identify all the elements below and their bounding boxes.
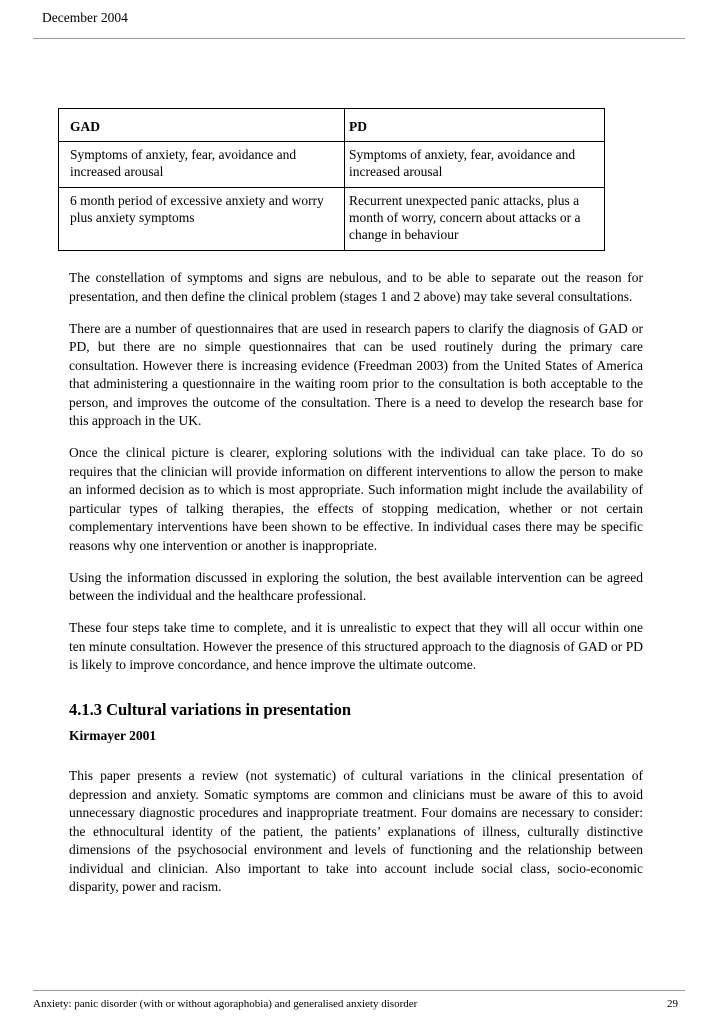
- table-header-pd: PD: [345, 109, 605, 142]
- table-row: [59, 142, 605, 188]
- table-row: [59, 188, 605, 251]
- section-heading: 4.1.3 Cultural variations in presentation: [69, 699, 352, 719]
- paragraph: This paper presents a review (not systematic) of cultural variations in the clinical presentation of depression and anxiety. Somatic symptoms are common and clinicians must be aware of this to avoid unnecessary diagnostic procedures and inappropriate treatment. Four domains are necessary to consider: the ethnocultural identity of the patient, the patients’ explanations of illness, culturally distinctive dimensions of the psychosocial environment and levels of functioning and the relationship between individual and clinician. Also important to take into account include social class, socio-economic disparity, power and racism.: [69, 768, 643, 894]
- table-cell: Recurrent unexpected panic attacks, plus a month of worry, concern about attacks or a change in behaviour: [345, 188, 605, 251]
- footer-document-title: Anxiety: panic disorder (with or without agoraphobia) and generalised anxiety disorder: [33, 998, 418, 1010]
- footer-divider: [33, 990, 685, 991]
- table-header-gad: GAD: [59, 109, 345, 142]
- table-cell: Symptoms of anxiety, fear, avoidance and increased arousal: [345, 142, 605, 188]
- paragraph: Using the information discussed in exploring the solution, the best available intervention can be agreed between the individual and the healthcare professional.: [69, 569, 643, 603]
- table-header-row: [59, 109, 605, 142]
- table-cell: Symptoms of anxiety, fear, avoidance and increased arousal: [59, 142, 345, 188]
- section-author: Kirmayer 2001: [69, 727, 157, 743]
- paragraph: The constellation of symptoms and signs are nebulous, and to be able to separate out the reason for presentation, and then define the clinical problem (stages 1 and 2 above) may take several consultations.: [69, 270, 643, 304]
- paragraph: Once the clinical picture is clearer, exploring solutions with the individual can take place. To do so requires that the clinician will provide information on different interventions to allow the person to make an informed decision as to which is most appropriate. Such information might include the availability of particular types of talking therapies, the effects of stopping medication, whether or not certain complementary interventions have been shown to be effective. In individual cases there may be specific reasons why one intervention or another is inappropriate.: [69, 445, 643, 553]
- paragraph: There are a number of questionnaires that are used in research papers to clarify the diagnosis of GAD or PD, but there are no simple questionnaires that can be used routinely during the primary care consultation. However there is increasing evidence (Freedman 2003) from the United States of America that administering a questionnaire in the waiting room prior to the consultation is both acceptable to the person, and improves the outcome of the consultation. There is a need to develop the research base for this approach in the UK.: [69, 320, 643, 428]
- page-number: 29: [667, 998, 678, 1010]
- table-cell: 6 month period of excessive anxiety and worry plus anxiety symptoms: [59, 188, 345, 251]
- paragraph: These four steps take time to complete, and it is unrealistic to expect that they will all occur within one ten minute consultation. However the presence of this structured approach to the diagnosis of GAD or PD is likely to improve concordance, and hence improve the ultimate outcome.: [69, 620, 643, 672]
- gad-pd-comparison-table: [58, 108, 605, 251]
- header-date: December 2004: [42, 10, 128, 25]
- header-divider: [33, 38, 685, 39]
- body-text: [69, 269, 643, 910]
